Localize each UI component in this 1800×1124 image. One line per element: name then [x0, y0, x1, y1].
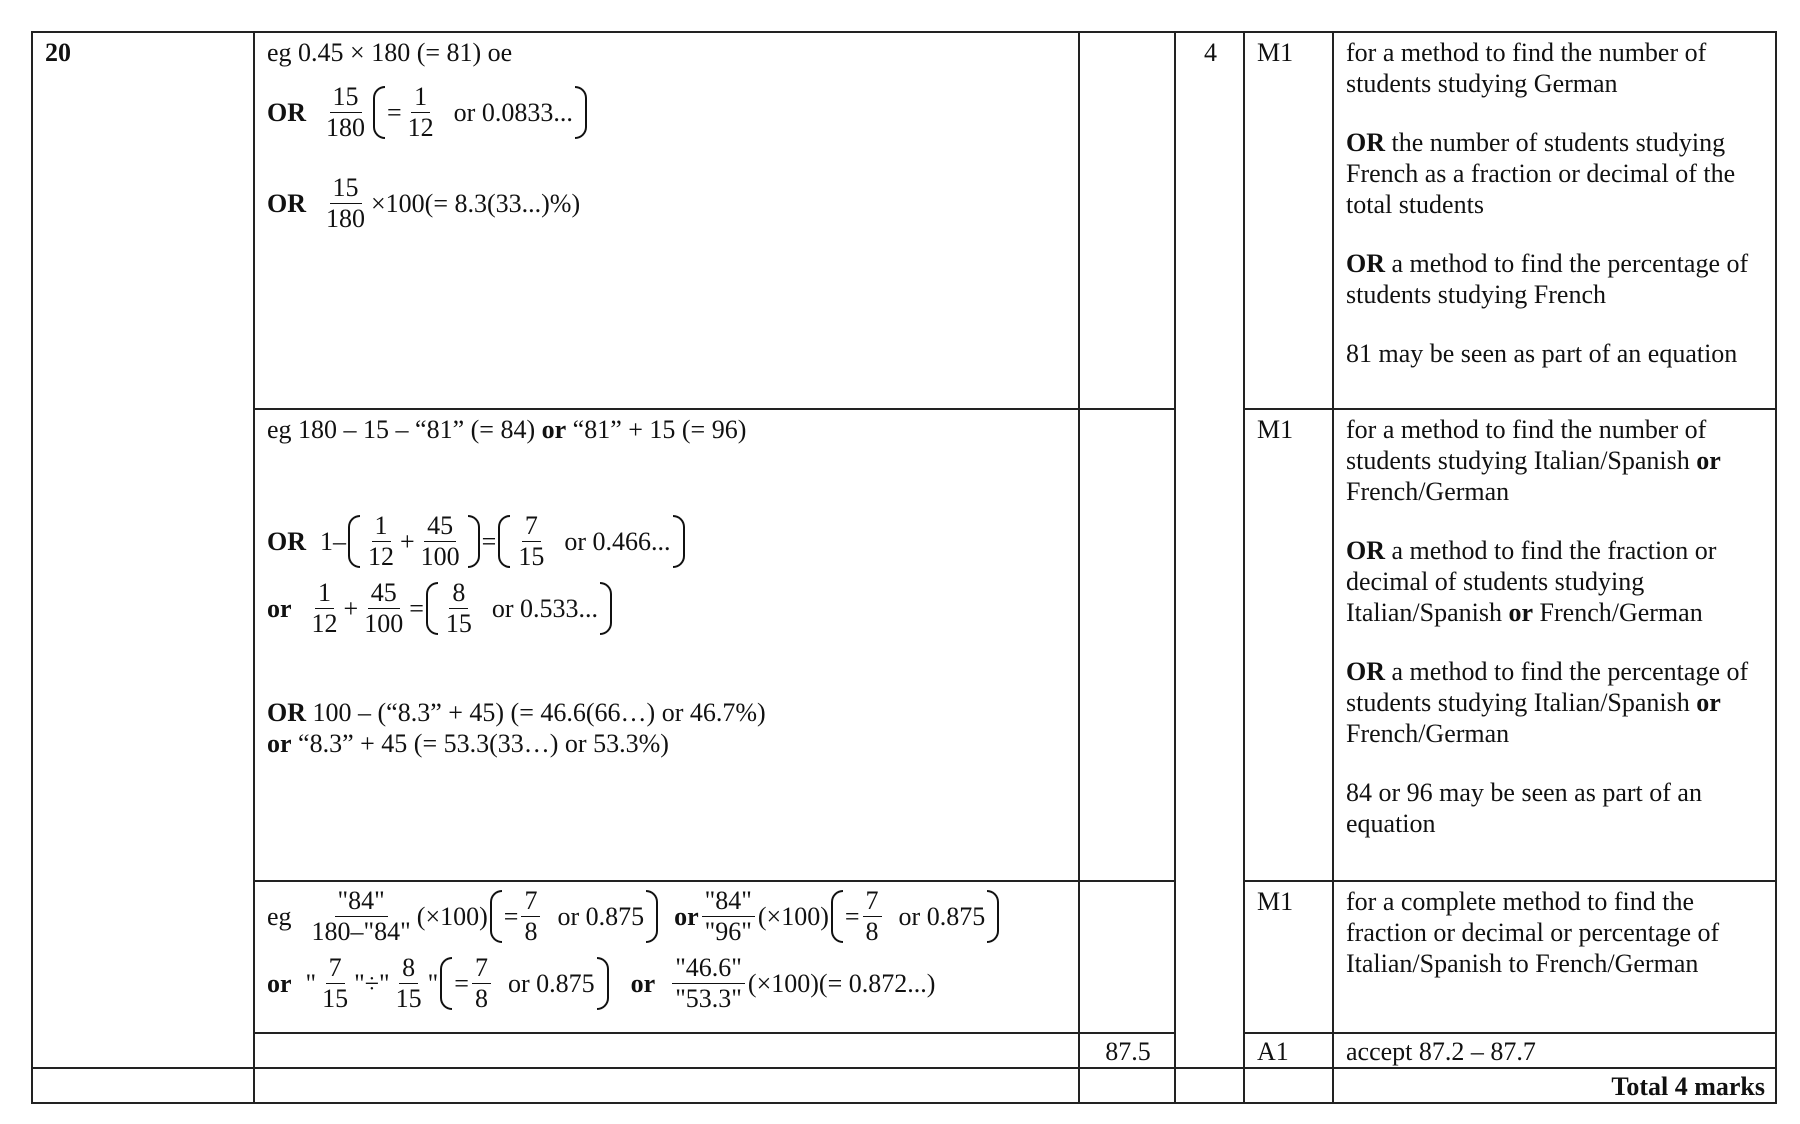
empty-cell [1175, 1068, 1244, 1103]
notes-cell-1 [1333, 32, 1776, 409]
fraction: $\frac{15}{180}$ [326, 82, 365, 142]
percentage-line: OR $\frac{15}{180}$ ×100 (= 8.3(33...)%) [267, 173, 581, 233]
note: OR a method to find the percentage of students studying Italian/Spanish or French/German [1346, 657, 1749, 748]
answer-cell-3 [1079, 881, 1175, 1033]
empty-cell [254, 1068, 1079, 1103]
working-cell-4 [254, 1033, 1079, 1068]
notes-cell-4 [1333, 1033, 1776, 1068]
mark-row-1 [32, 32, 1776, 409]
note: for a method to find the number of students studying Italian/Spanish or French/German [1346, 415, 1721, 506]
fraction-line: OR $\frac{15}{180}$ = $\frac{1}{12}$ or 0.0833... [267, 82, 1068, 143]
working-cell-3 [254, 881, 1079, 1033]
note: 81 may be seen as part of an equation [1346, 339, 1738, 368]
question-number: 20 [32, 32, 254, 1068]
mark-scheme-table [31, 31, 1777, 1104]
working-cell-2 [254, 409, 1079, 881]
notes-cell-3 [1333, 881, 1776, 1033]
marks-total: 4 [1175, 32, 1244, 1068]
note: OR a method to find the fraction or decimal of students studying Italian/Spanish or French/German [1346, 536, 1717, 627]
bracket-group: = $\frac{1}{12}$ or 0.0833... [371, 82, 589, 143]
mark-row-2 [32, 409, 1776, 881]
working-line: eg 180 – 15 – “81” (= 84) or “81” + 15 (= 96) [267, 415, 747, 444]
fraction-line: or $\frac{1}{12}$ + $\frac{45}{100}$ = $\frac{8}{15}$ or 0.533... [267, 578, 1068, 639]
working-cell-1 [254, 32, 1079, 409]
answer-cell-1 [1079, 32, 1175, 409]
empty-cell [1244, 1068, 1333, 1103]
mark-row-4 [32, 1033, 1776, 1068]
answer-cell-2 [1079, 409, 1175, 881]
note: for a complete method to find the fraction or decimal or percentage of Italian/Spanish to French/German [1346, 887, 1720, 978]
total-row [32, 1068, 1776, 1103]
ratio-line: eg $\frac{"84"}{180-"84"}$ (×100) = $\frac{7}{8}$ or 0.875 or $\frac{"84"}{"96"}$ (×100) = $\frac{7}{8}$ or 0.875 [267, 886, 1068, 947]
total-marks: Total 4 marks [1333, 1068, 1776, 1103]
final-answer: 87.5 [1079, 1033, 1175, 1068]
mark-code: M1 [1244, 32, 1333, 409]
working-line: or “8.3” + 45 (= 53.3(33…) or 53.3%) [267, 729, 669, 758]
mark-code: M1 [1244, 409, 1333, 881]
working-line: OR 100 – (“8.3” + 45) (= 46.6(66…) or 46.7%) [267, 698, 766, 727]
note: OR the number of students studying French as a fraction or decimal of the total students [1346, 128, 1736, 219]
empty-cell [1079, 1068, 1175, 1103]
note: for a method to find the number of students studying German [1346, 38, 1707, 98]
notes-cell-2 [1333, 409, 1776, 881]
fraction-line: OR 1– $\frac{1}{12}$ + $\frac{45}{100}$ = $\frac{7}{15}$ or 0.466... [267, 511, 1068, 572]
mark-row-3 [32, 881, 1776, 1033]
mark-code: A1 [1244, 1033, 1333, 1068]
note: OR a method to find the percentage of students studying French [1346, 249, 1749, 309]
ratio-line: or " $\frac{7}{15}$ "÷" $\frac{8}{15}$ " = $\frac{7}{8}$ or 0.875 or $\frac{"46.6"}{"53.3"}$ (×100) (= 0.872...) [267, 953, 936, 1013]
working-line: eg 0.45 × 180 (= 81) oe [267, 38, 513, 67]
mark-code: M1 [1244, 881, 1333, 1033]
empty-cell [32, 1068, 254, 1103]
note: 84 or 96 may be seen as part of an equation [1346, 778, 1702, 838]
note: accept 87.2 – 87.7 [1346, 1037, 1536, 1066]
